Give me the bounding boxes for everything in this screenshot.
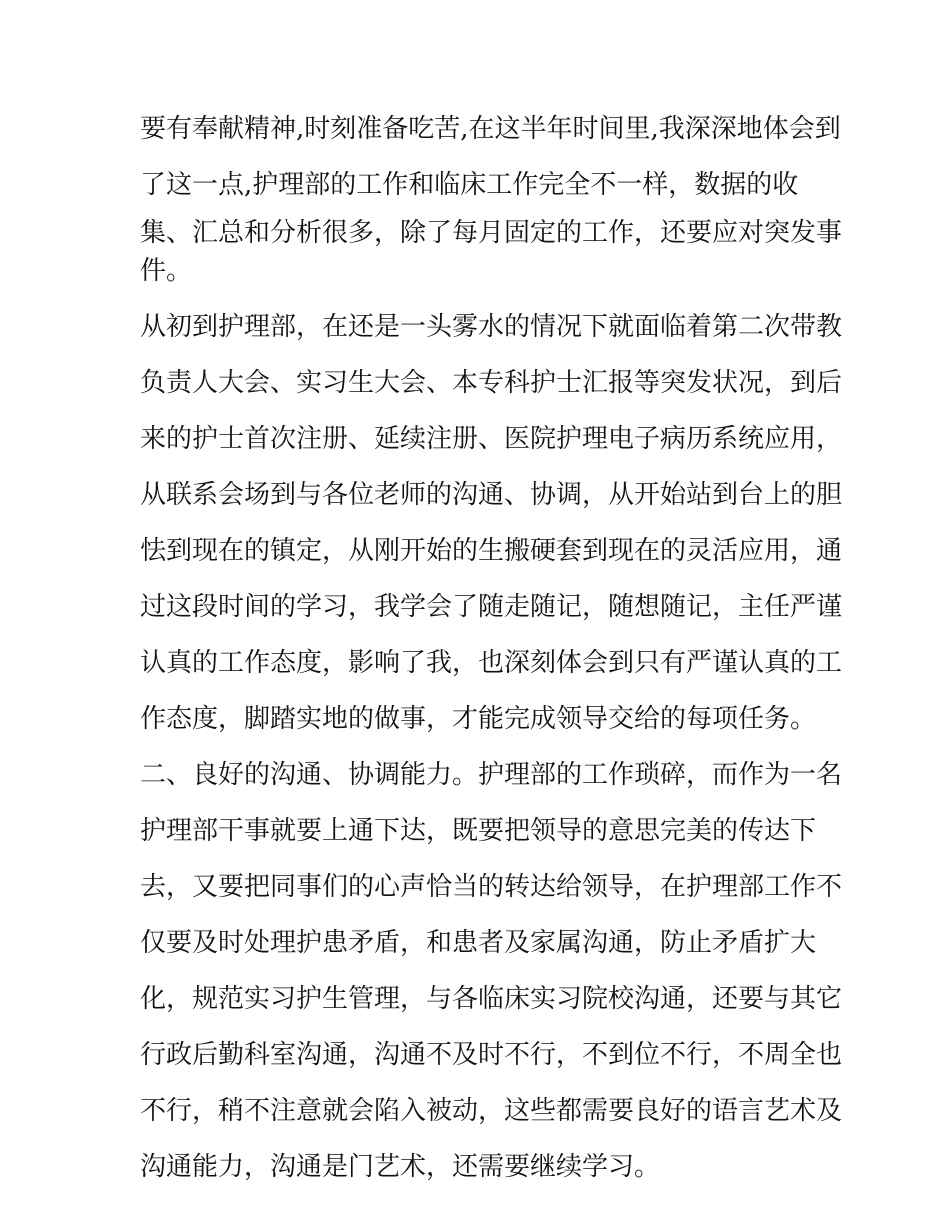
text-line: 行政后勤科室沟通，沟通不及时不行，不到位不行，不周全也 — [140, 1040, 843, 1070]
text-line: 集、汇总和分析很多，除了每月固定的工作，还要应对突发事 — [140, 218, 843, 248]
text-line: 从初到护理部，在还是一头雾水的情况下就面临着第二次带教 — [140, 312, 843, 342]
text-line: 负责人大会、实习生大会、本专科护士汇报等突发状况，到后 — [140, 368, 843, 398]
text-line: 不行，稍不注意就会陷入被动，这些都需要良好的语言艺术及 — [140, 1096, 843, 1126]
text-line: 认真的工作态度，影响了我，也深刻体会到只有严谨认真的工 — [140, 648, 843, 678]
text-line: 作态度，脚踏实地的做事，才能完成领导交给的每项任务。 — [140, 704, 817, 734]
text-line: 沟通能力，沟通是门艺术，还需要继续学习。 — [140, 1152, 661, 1182]
text-line: 怯到现在的镇定，从刚开始的生搬硬套到现在的灵活应用，通 — [140, 536, 843, 566]
text-line: 从联系会场到与各位老师的沟通、协调，从开始站到台上的胆 — [140, 480, 843, 510]
text-line: 要有奉献精神,时刻准备吃苦,在这半年时间里,我深深地体会到 — [140, 114, 841, 144]
text-line: 了这一点,护理部的工作和临床工作完全不一样，数据的收 — [140, 170, 799, 200]
text-line: 仅要及时处理护患矛盾，和患者及家属沟通，防止矛盾扩大 — [140, 928, 817, 958]
text-line: 化，规范实习护生管理，与各临床实习院校沟通，还要与其它 — [140, 984, 843, 1014]
text-line: 件。 — [140, 256, 193, 286]
text-line: 去，又要把同事们的心声恰当的转达给领导，在护理部工作不 — [140, 872, 843, 902]
text-line: 来的护士首次注册、延续注册、医院护理电子病历系统应用， — [140, 424, 843, 454]
body-text — [140, 110, 843, 1186]
text-line: 护理部干事就要上通下达，既要把领导的意思完美的传达下 — [140, 816, 817, 846]
text-line: 二、良好的沟通、协调能力。护理部的工作琐碎，而作为一名 — [140, 760, 843, 790]
text-line: 过这段时间的学习，我学会了随走随记，随想随记，主任严谨 — [140, 592, 843, 622]
